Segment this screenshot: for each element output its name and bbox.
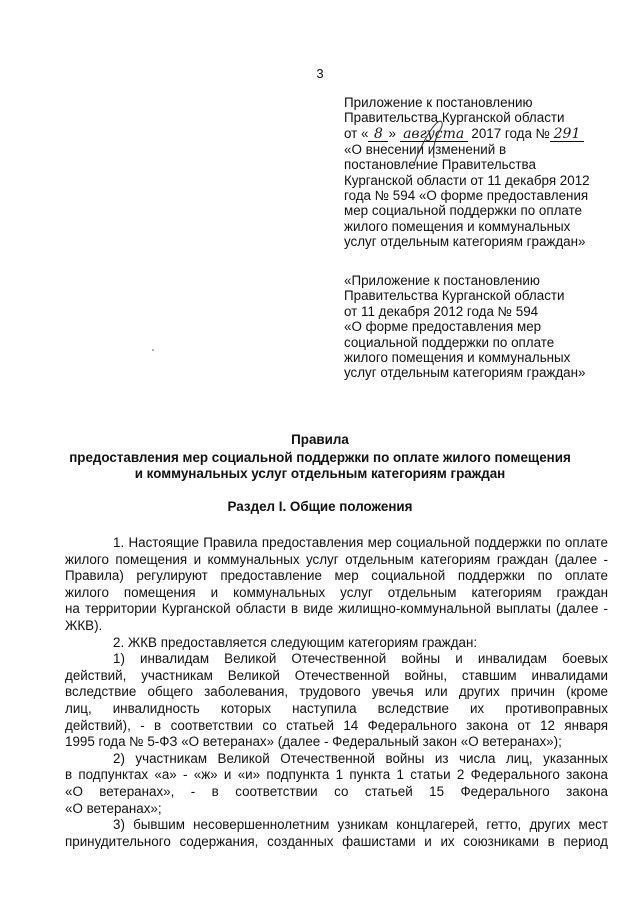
rules-subtitle: предоставления мер социальной поддержки по оплате жилого помещения: [69, 450, 571, 465]
section-heading: Раздел I. Общие положения: [227, 499, 413, 514]
appendix2-line: от 11 декабря 2012 года № 594: [344, 303, 539, 319]
text-line: 1) инвалидам Великой Отечественной войны и инвалидам боевых: [113, 651, 608, 667]
appendix2-line: «О форме предоставления мер: [344, 319, 542, 335]
text-line: действий), - в соответствии со статьей 14 Федерального закона от 12 января: [65, 717, 608, 733]
appendix-line: постановление Правительства: [344, 157, 536, 173]
appendix2-line: услуг отдельным категориям граждан»: [344, 365, 586, 381]
appendix-line: Правительства Курганской области: [344, 110, 565, 126]
paragraph-2: [65, 635, 608, 652]
paragraph-1: [65, 535, 608, 635]
appendix-line: услуг отдельным категориям граждан»: [344, 234, 586, 250]
scan-speck: [152, 349, 154, 351]
text-line: «О ветеранах»;: [65, 800, 162, 816]
date-prefix: от «: [344, 125, 369, 141]
document-body: [65, 535, 608, 850]
rules-subtitle: и коммунальных услуг отдельным категориям граждан: [134, 466, 506, 481]
text-line: вследствие общего заболевания, трудового увечья или других причин (кроме: [65, 684, 608, 700]
appendix2-line: жилого помещения и коммунальных: [344, 350, 571, 366]
paragraph-5: [65, 817, 608, 850]
appendix-line: года № 594 «О форме предоставления: [344, 188, 589, 204]
signature-mark: [408, 118, 454, 168]
handwritten-day: 8: [368, 128, 388, 142]
text-line: на территории Курганской области в виде жилищно-коммунальной выплаты (далее -: [65, 601, 608, 617]
rules-title: Правила: [291, 432, 349, 447]
appendix-date-line: [344, 126, 634, 142]
text-line: 1995 года № 5-ФЗ «О ветеранах» (далее - Федеральный закон «О ветеранах»);: [65, 734, 562, 750]
appendix-line: «О внесении изменений в: [344, 141, 507, 157]
text-line: жилого помещения и коммунальных услуг отдельным категориям граждан (далее -: [65, 551, 608, 567]
text-line: в подпунктах «а» - «ж» и «и» подпункта 1 пункта 1 статьи 2 Федерального закона: [65, 767, 608, 783]
appendix-line: Приложение к постановлению: [344, 95, 533, 110]
appendix2-line: социальной поддержки по оплате: [344, 334, 555, 350]
text-line: 1. Настоящие Правила предоставления мер социальной поддержки по оплате: [113, 535, 608, 550]
appendix-line: Курганской области от 11 декабря 2012: [344, 172, 590, 188]
appendix2-line: Правительства Курганской области: [344, 288, 565, 304]
text-line: «О ветеранах», - в соответствии со статьей 15 Федерального закона: [65, 783, 608, 799]
page-number: 3: [316, 66, 324, 81]
text-line: 2) участникам Великой Отечественной войны из числа лиц, указанных: [113, 750, 608, 766]
handwritten-number: 291: [550, 128, 584, 142]
date-mid: »: [388, 125, 396, 141]
date-year: 2017 года №: [471, 125, 550, 141]
appendix-original-header: [344, 273, 634, 381]
text-line: Правила) регулируют предоставление мер социальной поддержки по оплате: [65, 568, 608, 584]
text-line: жилого помещения и коммунальных услуг отдельным категориям граждан: [65, 584, 608, 600]
text-line: действий, участникам Великой Отечественной войны, ставшим инвалидами: [65, 667, 608, 683]
text-line: принудительного содержания, созданных фашистами и их союзниками в период: [65, 833, 608, 849]
appendix-line: мер социальной поддержки по оплате: [344, 203, 582, 219]
text-line: лиц, инвалидность которых наступила вследствие их противоправных: [65, 700, 608, 716]
text-line: ЖКВ).: [65, 617, 103, 633]
appendix-header: [344, 95, 634, 250]
handwritten-month: августа: [400, 128, 468, 142]
paragraph-4: [65, 751, 608, 817]
appendix2-line: «Приложение к постановлению: [344, 273, 540, 288]
paragraph-3: [65, 651, 608, 751]
appendix-line: жилого помещения и коммунальных: [344, 218, 571, 234]
text-line: 3) бывшим несовершеннолетним узникам концлагерей, гетто, других мест: [113, 817, 608, 833]
text-line: 2. ЖКВ предоставляется следующим категориям граждан:: [113, 634, 478, 650]
